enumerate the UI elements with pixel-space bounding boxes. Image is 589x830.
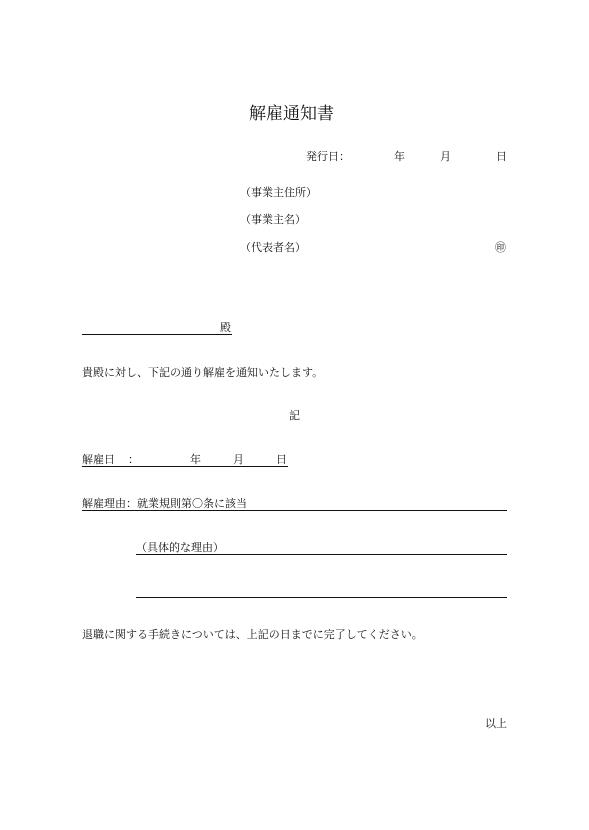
issue-date-month: 月 <box>440 150 451 163</box>
dismissal-date-year: 年 <box>190 453 201 466</box>
issue-date-year: 年 <box>394 150 405 163</box>
issue-date-day: 日 <box>496 150 507 163</box>
procedure-text: 退職に関する手続きについては、上記の日までに完了してください。 <box>82 628 423 641</box>
document-title: 解雇通知書 <box>249 104 334 124</box>
specific-reason-line-1 <box>136 554 507 555</box>
employer-name-label: （事業主名） <box>240 213 306 226</box>
issue-date-label: 発行日： <box>306 150 350 163</box>
dismissal-date-label: 解雇日 <box>82 453 115 466</box>
dismissal-date-underline <box>82 466 288 467</box>
specific-reason-line-2 <box>136 597 507 598</box>
specific-reason-label: （具体的な理由） <box>136 541 224 554</box>
seal-mark: ㊞ <box>495 241 506 254</box>
dismissal-date-colon: ： <box>128 453 139 466</box>
recipient-honorific: 殿 <box>220 321 231 334</box>
recipient-name-line <box>82 334 232 335</box>
ki-heading: 記 <box>289 409 300 422</box>
dismissal-reason-label: 解雇理由：就業規則第〇条に該当 <box>82 497 247 510</box>
dismissal-date-day: 日 <box>276 453 287 466</box>
closing-text: 以上 <box>485 717 507 730</box>
dismissal-date-month: 月 <box>233 453 244 466</box>
employer-address-label: （事業主住所） <box>240 186 317 199</box>
notice-text: 貴殿に対し、下記の通り解雇を通知いたします。 <box>82 366 324 379</box>
dismissal-reason-line <box>82 510 507 511</box>
representative-name-label: （代表者名） <box>240 241 306 254</box>
